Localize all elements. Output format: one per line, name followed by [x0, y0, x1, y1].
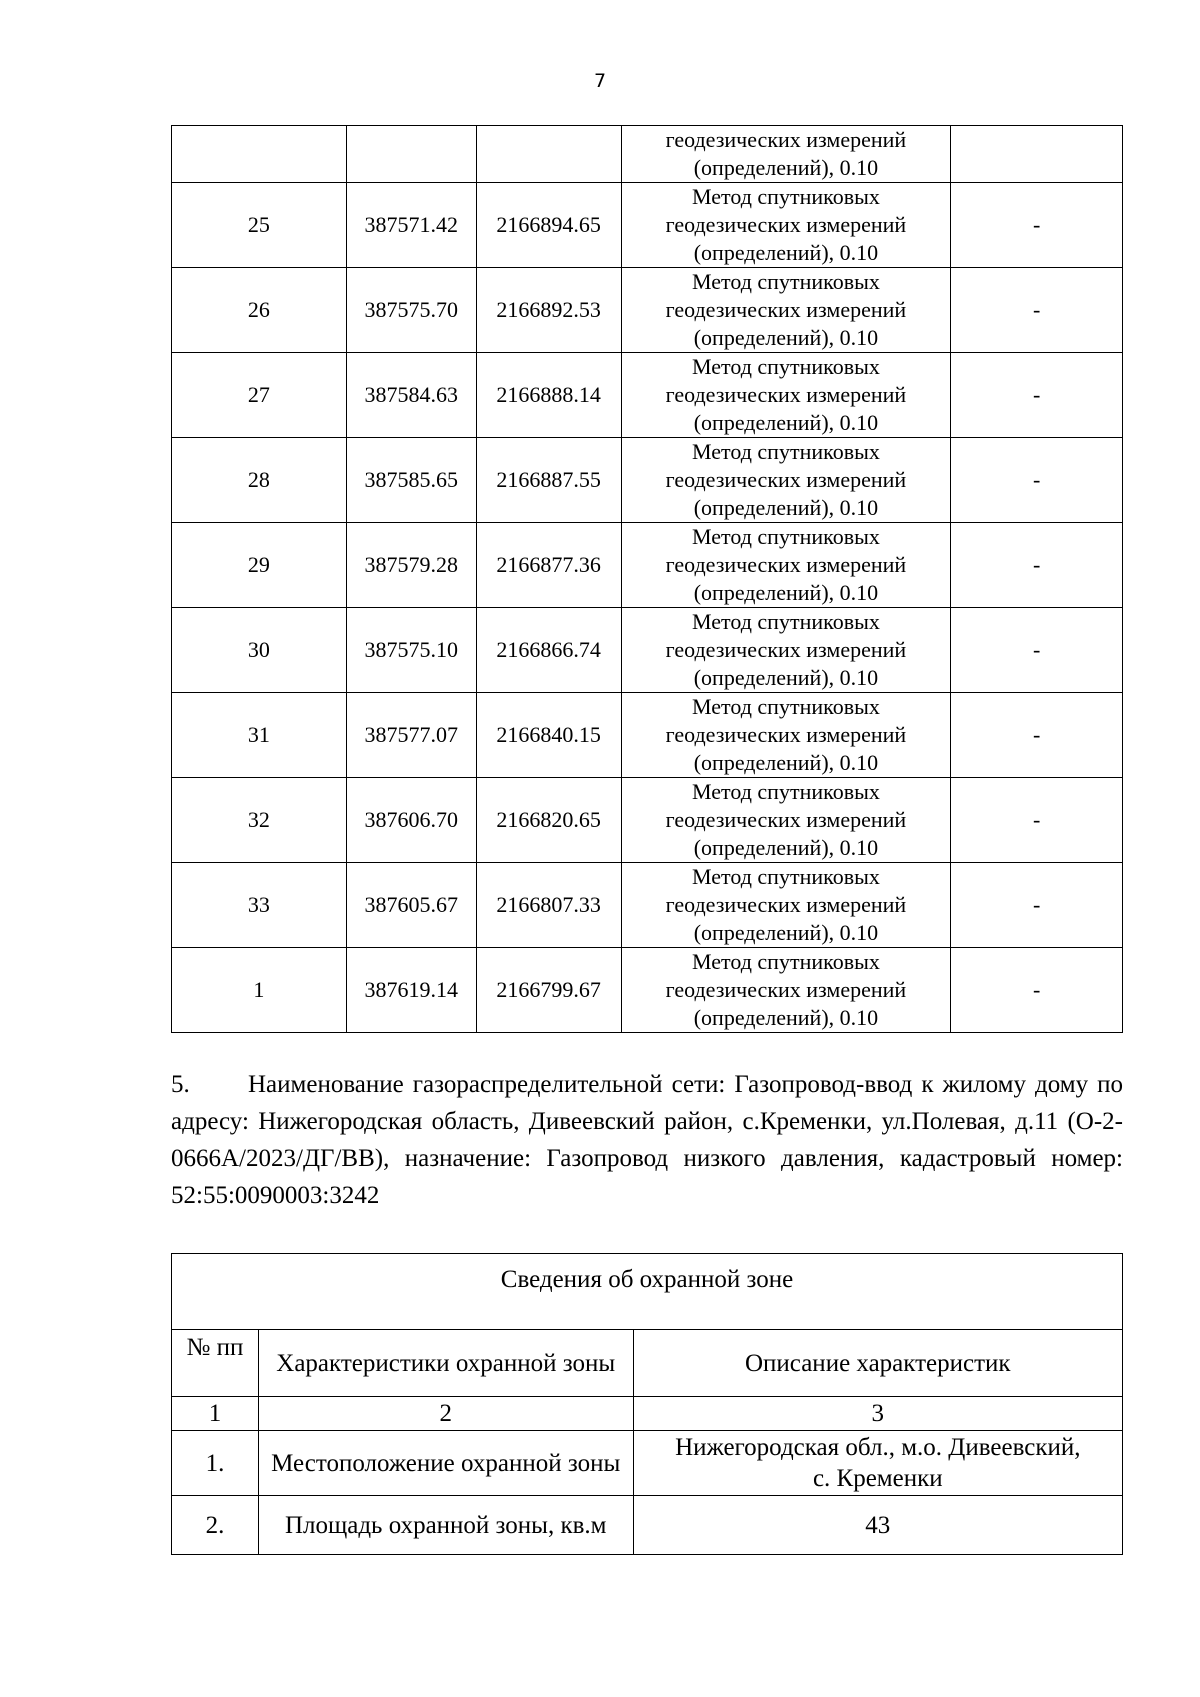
- method-line: Метод спутниковых: [692, 184, 880, 209]
- description-cell: 43: [633, 1496, 1122, 1555]
- table-row: [172, 438, 1123, 523]
- method-line: геодезических измерений: [665, 977, 907, 1002]
- method-line: геодезических измерений: [665, 807, 907, 832]
- method-line: (определений), 0.10: [693, 410, 879, 435]
- note-cell: -: [951, 268, 1123, 353]
- method-cell: [621, 863, 951, 948]
- point-number-cell: 27: [172, 353, 347, 438]
- note-cell: -: [951, 608, 1123, 693]
- x-coordinate-cell: 387584.63: [346, 353, 476, 438]
- method-line: геодезических измерений: [665, 892, 907, 917]
- y-coordinate-cell: 2166894.65: [476, 183, 621, 268]
- table-title-row: [172, 1254, 1123, 1330]
- x-coordinate-cell: 387575.10: [346, 608, 476, 693]
- table-row: [172, 608, 1123, 693]
- method-line: геодезических измерений: [665, 382, 907, 407]
- column-number: 2: [258, 1397, 633, 1431]
- note-cell: -: [951, 353, 1123, 438]
- method-cell: [621, 438, 951, 523]
- method-line: Метод спутниковых: [692, 949, 880, 974]
- point-number-cell: 31: [172, 693, 347, 778]
- method-cell: [621, 183, 951, 268]
- note-cell: [951, 126, 1123, 183]
- y-coordinate-cell: 2166888.14: [476, 353, 621, 438]
- method-line: геодезических измерений: [665, 297, 907, 322]
- y-coordinate-cell: 2166887.55: [476, 438, 621, 523]
- method-cell: [621, 778, 951, 863]
- method-cell: [621, 693, 951, 778]
- x-coordinate-cell: 387605.67: [346, 863, 476, 948]
- point-number-cell: [172, 126, 347, 183]
- table-row: [172, 863, 1123, 948]
- point-number-cell: 28: [172, 438, 347, 523]
- method-line: Метод спутниковых: [692, 864, 880, 889]
- method-line: Метод спутниковых: [692, 694, 880, 719]
- method-line: геодезических измерений: [665, 637, 907, 662]
- column-header-number: № пп: [172, 1330, 259, 1397]
- x-coordinate-cell: 387571.42: [346, 183, 476, 268]
- y-coordinate-cell: 2166892.53: [476, 268, 621, 353]
- method-line: (определений), 0.10: [693, 920, 879, 945]
- column-numbering-row: [172, 1397, 1123, 1431]
- method-line: геодезических измерений: [665, 212, 907, 237]
- table-row: [172, 778, 1123, 863]
- method-line: (определений), 0.10: [693, 1005, 879, 1030]
- section-5-paragraph: [171, 1066, 1123, 1214]
- note-cell: -: [951, 948, 1123, 1033]
- y-coordinate-cell: 2166866.74: [476, 608, 621, 693]
- table-row: [172, 523, 1123, 608]
- table-row: [172, 268, 1123, 353]
- x-coordinate-cell: 387575.70: [346, 268, 476, 353]
- table-row: [172, 183, 1123, 268]
- table-row: [172, 353, 1123, 438]
- column-header-characteristic: Характеристики охранной зоны: [258, 1330, 633, 1397]
- column-number: 1: [172, 1397, 259, 1431]
- x-coordinate-cell: 387585.65: [346, 438, 476, 523]
- method-line: (определений), 0.10: [693, 750, 879, 775]
- method-line: геодезических измерений: [665, 127, 907, 152]
- x-coordinate-cell: 387579.28: [346, 523, 476, 608]
- coordinates-table-body: [172, 126, 1123, 1033]
- x-coordinate-cell: 387619.14: [346, 948, 476, 1033]
- characteristic-cell: Местоположение охранной зоны: [258, 1431, 633, 1496]
- table-row: [172, 948, 1123, 1033]
- point-number-cell: 29: [172, 523, 347, 608]
- characteristic-cell: Площадь охранной зоны, кв.м: [258, 1496, 633, 1555]
- method-line: Метод спутниковых: [692, 269, 880, 294]
- method-line: Метод спутниковых: [692, 354, 880, 379]
- method-cell: [621, 353, 951, 438]
- method-line: геодезических измерений: [665, 552, 907, 577]
- description-line: с. Кременки: [812, 1465, 943, 1492]
- x-coordinate-cell: [346, 126, 476, 183]
- method-line: (определений), 0.10: [693, 495, 879, 520]
- point-number-cell: 25: [172, 183, 347, 268]
- table-row: [172, 693, 1123, 778]
- coordinates-table: [171, 125, 1123, 1033]
- method-line: (определений), 0.10: [693, 665, 879, 690]
- note-cell: -: [951, 438, 1123, 523]
- y-coordinate-cell: 2166807.33: [476, 863, 621, 948]
- table-title: Сведения об охранной зоне: [172, 1254, 1123, 1330]
- y-coordinate-cell: 2166820.65: [476, 778, 621, 863]
- table-row: [172, 1431, 1123, 1496]
- table-row: [172, 1496, 1123, 1555]
- note-cell: -: [951, 523, 1123, 608]
- method-line: Метод спутниковых: [692, 609, 880, 634]
- column-header-description: Описание характеристик: [633, 1330, 1122, 1397]
- method-cell: [621, 268, 951, 353]
- method-line: (определений), 0.10: [693, 155, 879, 180]
- method-line: Метод спутниковых: [692, 779, 880, 804]
- method-line: (определений), 0.10: [693, 835, 879, 860]
- y-coordinate-cell: 2166799.67: [476, 948, 621, 1033]
- point-number-cell: 33: [172, 863, 347, 948]
- note-cell: -: [951, 693, 1123, 778]
- table-header-row: [172, 1330, 1123, 1397]
- point-number-cell: 30: [172, 608, 347, 693]
- row-number: 2.: [172, 1496, 259, 1555]
- row-number: 1.: [172, 1431, 259, 1496]
- y-coordinate-cell: 2166840.15: [476, 693, 621, 778]
- y-coordinate-cell: 2166877.36: [476, 523, 621, 608]
- method-cell: [621, 948, 951, 1033]
- y-coordinate-cell: [476, 126, 621, 183]
- method-line: (определений), 0.10: [693, 240, 879, 265]
- method-cell: [621, 608, 951, 693]
- protection-zone-table: [171, 1253, 1123, 1555]
- point-number-cell: 1: [172, 948, 347, 1033]
- page-number: 7: [593, 70, 607, 92]
- note-cell: -: [951, 778, 1123, 863]
- method-line: Метод спутниковых: [692, 524, 880, 549]
- section-number: 5.: [171, 1071, 190, 1098]
- point-number-cell: 26: [172, 268, 347, 353]
- x-coordinate-cell: 387606.70: [346, 778, 476, 863]
- description-line: Нижегородская обл., м.о. Дивеевский,: [675, 1434, 1081, 1461]
- column-number: 3: [633, 1397, 1122, 1431]
- method-line: геодезических измерений: [665, 722, 907, 747]
- method-line: Метод спутниковых: [692, 439, 880, 464]
- method-cell: [621, 126, 951, 183]
- point-number-cell: 32: [172, 778, 347, 863]
- table-row-continued: [172, 126, 1123, 183]
- method-cell: [621, 523, 951, 608]
- method-line: геодезических измерений: [665, 467, 907, 492]
- x-coordinate-cell: 387577.07: [346, 693, 476, 778]
- note-cell: -: [951, 863, 1123, 948]
- note-cell: -: [951, 183, 1123, 268]
- method-line: (определений), 0.10: [693, 325, 879, 350]
- description-cell: [633, 1431, 1122, 1496]
- method-line: (определений), 0.10: [693, 580, 879, 605]
- section-text: Наименование газораспределительной сети: Газопровод-ввод к жилому дому по адресу: Нижегородская область, Дивеевский район, с.Кременки, ул.Полевая, д.11 (О-2-0666А/2023/ДГ/ВВ), назначение: Газопровод низкого давления, кадастровый номер: 52:55:0090003:3242: [171, 1071, 1123, 1209]
